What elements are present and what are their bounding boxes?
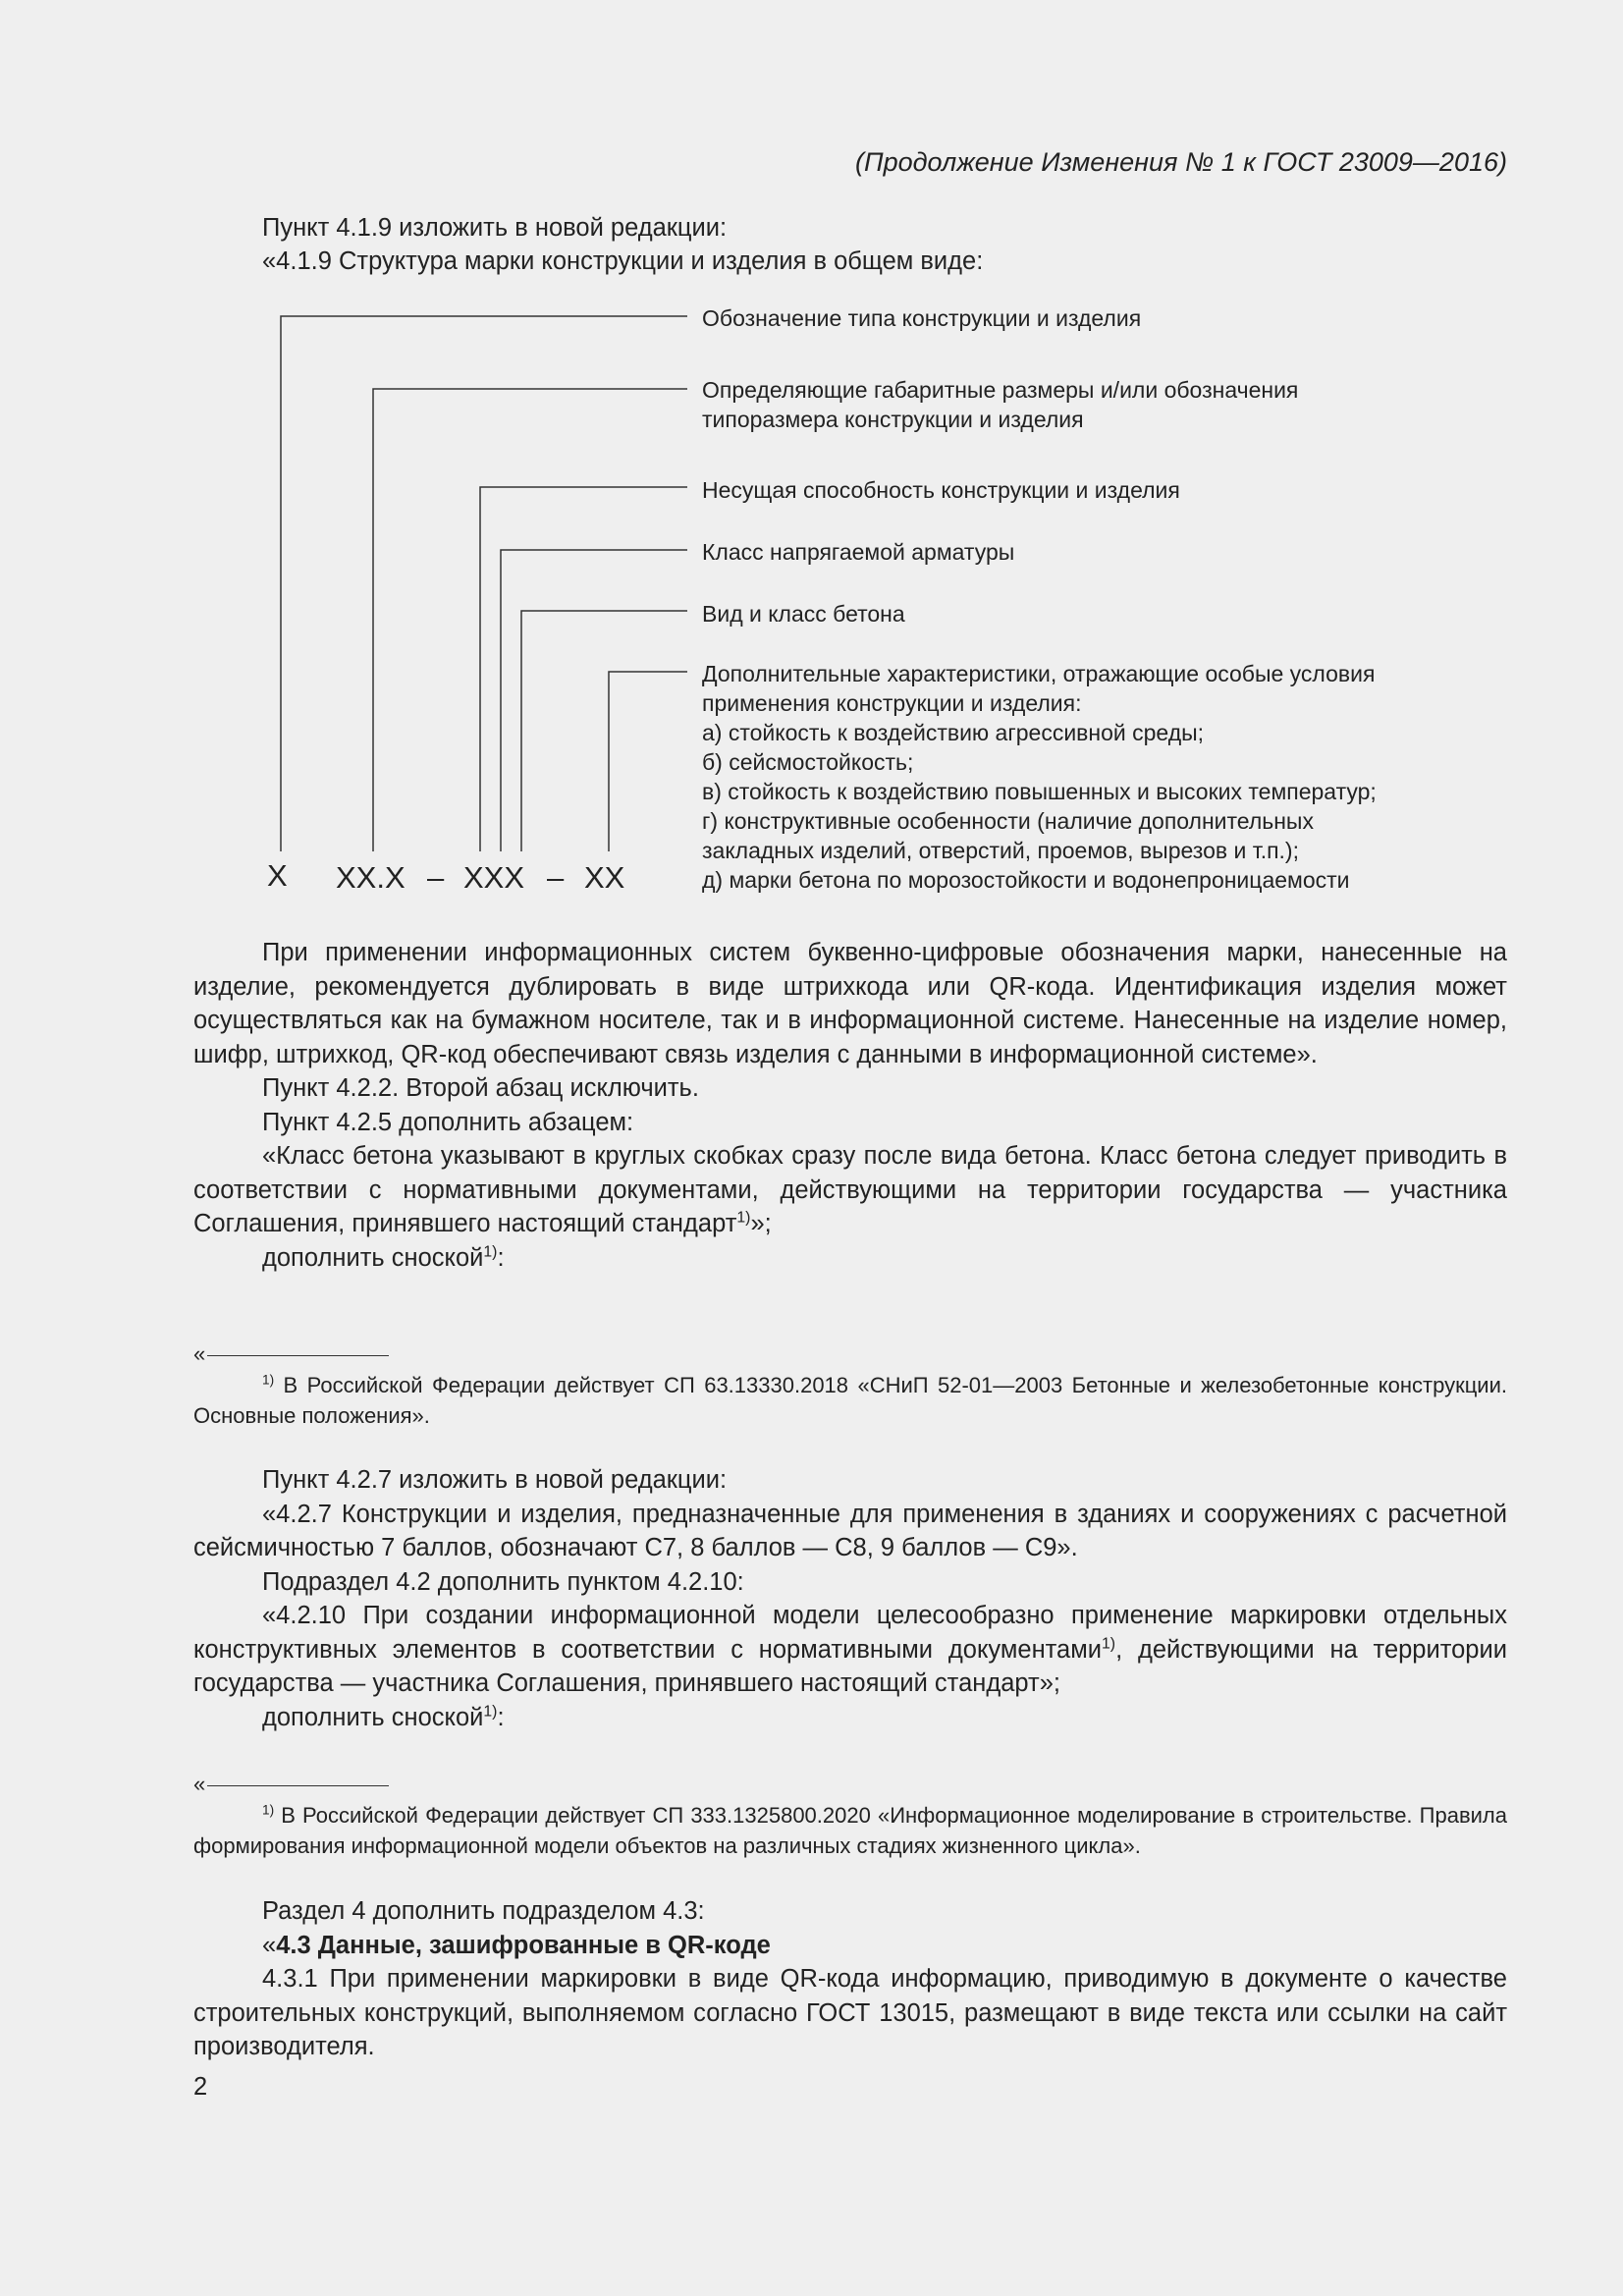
diagram-label: типоразмера конструкции и изделия — [702, 407, 1084, 432]
footnote-2 — [193, 1800, 1507, 1861]
mark-dash: – — [427, 860, 445, 895]
intro-line-2: «4.1.9 Структура марки конструкции и изделия в общем виде: — [262, 247, 984, 275]
footnote-ref: 1) — [1102, 1635, 1116, 1652]
leader-line-capacity — [480, 487, 687, 851]
footnote-separator: « — [193, 1772, 389, 1797]
footnote-separator: « — [193, 1341, 389, 1367]
diagram-label: Класс напрягаемой арматуры — [702, 539, 1015, 565]
footnote-1 — [193, 1370, 1507, 1431]
diagram-label: Обозначение типа конструкции и изделия — [702, 305, 1142, 331]
mark-additional-code: XX — [584, 860, 625, 895]
body-block-3 — [193, 1894, 1507, 2064]
diagram-label: закладных изделий, отверстий, проемов, вырезов и т.п.); — [702, 838, 1299, 863]
paragraph: дополнить сноской$^{1)}$: — [262, 1703, 505, 1731]
mark-capacity-code: XXX — [463, 860, 525, 895]
footnote-text: $^{1)}$ В Российской Федерации действует СП 63.13330.2018 «СНиП 52-01—2003 Бетонные и железобетонные конструкции. Основные положения». — [193, 1372, 1507, 1428]
paragraph: «Класс бетона указывают в круглых скобках сразу после вида бетона. Класс бетона следует приводить в соответствии с нормативными документами, действующими на территории государства — участника Соглашения, принявшего настоящий стандарт$^{1)}$»; — [193, 1142, 1507, 1237]
mark-dash: – — [547, 860, 565, 895]
diagram-label: применения конструкции и изделия: — [702, 690, 1082, 716]
paragraph: 4.3.1 При применении маркировки в виде QR-кода информацию, приводимую в документе о качестве строительных конструкций, выполняемом согласно ГОСТ 13015, размещают в виде текста или ссылки на сайт производителя. — [193, 1965, 1507, 2060]
diagram-label: Определяющие габаритные размеры и/или обозначения — [702, 377, 1299, 403]
paragraph: «4.2.7 Конструкции и изделия, предназначенные для применения в зданиях и сооружениях с расчетной сейсмичностью 7 баллов, обозначают С7, 8 баллов — С8, 9 баллов — С9». — [193, 1500, 1507, 1561]
footnote-ref: 1) — [483, 1703, 498, 1720]
leader-line-additional — [609, 672, 687, 851]
diagram-label: Вид и класс бетона — [702, 601, 905, 627]
diagram-label: г) конструктивные особенности (наличие дополнительных — [702, 808, 1314, 834]
paragraph: «4.2.10 При создании информационной модели целесообразно применение маркировки отдельных конструктивных элементов в соответствии с нормативными документами$^{1)}$, действующими на территории государства — участника Соглашения, принявшего настоящий стандарт»; — [193, 1602, 1507, 1697]
mark-type-code: X — [267, 858, 288, 893]
diagram-label: Несущая способность конструкции и изделия — [702, 477, 1180, 503]
leader-line-prestressed — [501, 550, 687, 851]
mark-size-code: XX.X — [336, 860, 406, 895]
diagram-label: д) марки бетона по морозостойкости и водонепроницаемости — [702, 867, 1350, 893]
body-block-2 — [193, 1463, 1507, 1734]
page-number: 2 — [193, 2073, 208, 2101]
leader-line-dimensions — [373, 389, 687, 851]
running-header: (Продолжение Изменения № 1 к ГОСТ 23009—2016) — [855, 147, 1507, 177]
paragraph: При применении информационных систем буквенно-цифровые обозначения марки, нанесенные на изделие, рекомендуется дублировать в виде штрихкода или QR-кода. Идентификация изделия может осуществляться как на бумажном носителе, так и в информационной системе. Нанесенные на изделие номер, шифр, штрихкод, QR-код обеспечивают связь изделия с данными в информационной системе». — [193, 939, 1507, 1068]
paragraph: Пункт 4.2.7 изложить в новой редакции: — [262, 1466, 728, 1494]
diagram-label: Дополнительные характеристики, отражающие особые условия — [702, 661, 1376, 686]
footnote-text: $^{1)}$ В Российской Федерации действует СП 333.1325800.2020 «Информационное моделирование в строительстве. Правила формирования информационной модели объектов на различных стадиях жизненного цикла». — [193, 1802, 1507, 1858]
footnote-ref: 1) — [736, 1209, 751, 1227]
footnote-ref: 1) — [483, 1243, 498, 1260]
paragraph: Пункт 4.2.5 дополнить абзацем: — [262, 1108, 634, 1136]
intro-line-1: Пункт 4.1.9 изложить в новой редакции: — [262, 214, 728, 242]
diagram-label: а) стойкость к воздействию агрессивной среды; — [702, 720, 1205, 745]
paragraph: Подраздел 4.2 дополнить пунктом 4.2.10: — [262, 1567, 744, 1596]
paragraph: дополнить сноской$^{1)}$: — [262, 1243, 505, 1272]
diagram-label: в) стойкость к воздействию повышенных и высоких температур; — [702, 779, 1377, 804]
body-block-1 — [193, 936, 1507, 1275]
diagram-label: б) сейсмостойкость; — [702, 749, 914, 775]
leader-line-type — [281, 316, 687, 851]
paragraph: Пункт 4.2.2. Второй абзац исключить. — [262, 1074, 699, 1102]
paragraph: Раздел 4 дополнить подразделом 4.3: — [262, 1897, 705, 1925]
leader-line-concrete — [521, 611, 687, 851]
section-heading: «4.3 Данные, зашифрованные в QR-коде — [262, 1931, 771, 1959]
